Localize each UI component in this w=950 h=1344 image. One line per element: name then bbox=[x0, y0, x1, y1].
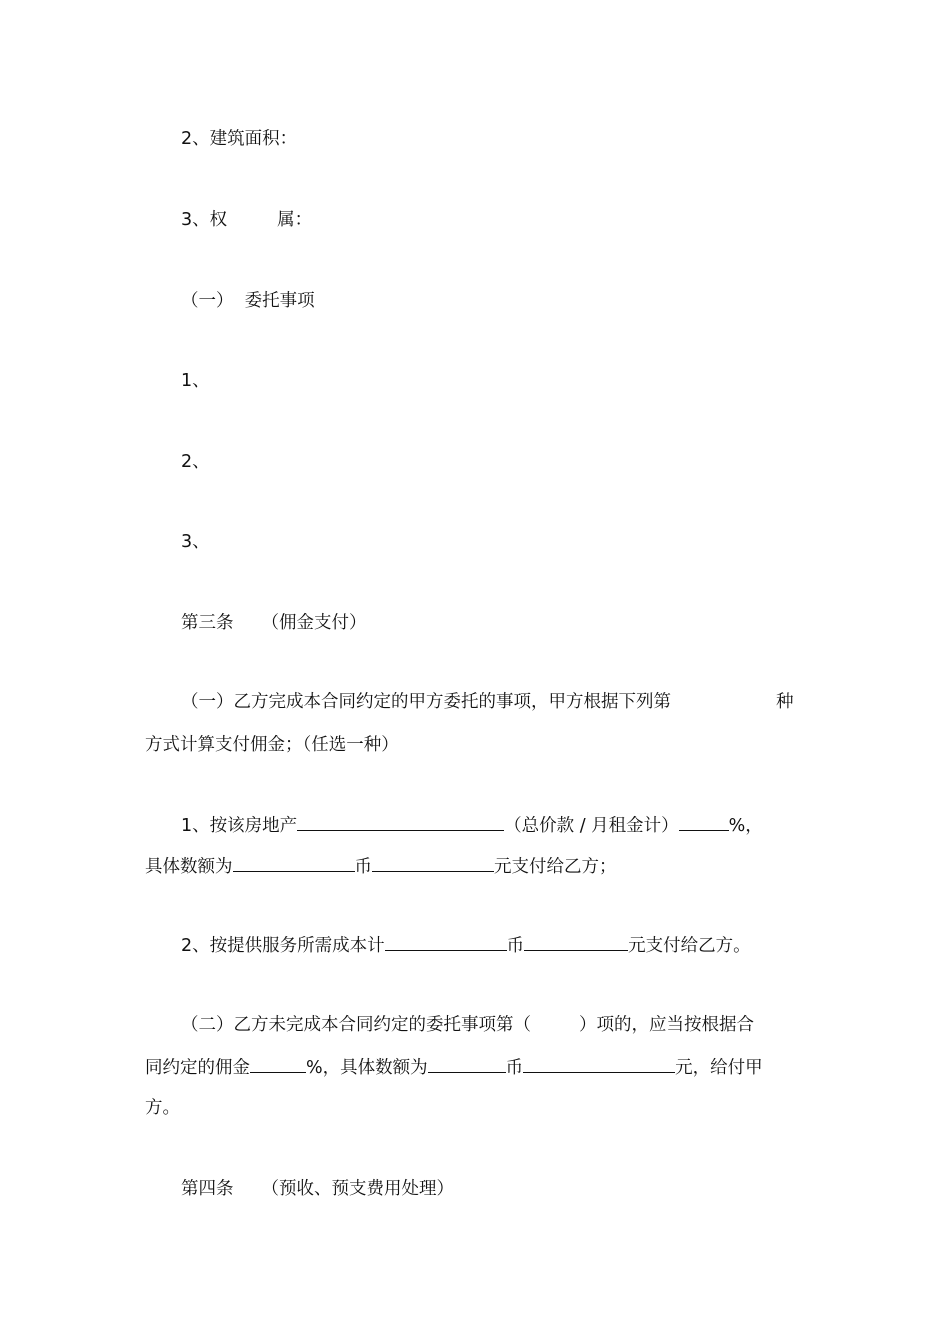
opt1-blank-percent[interactable] bbox=[679, 812, 729, 831]
entrust-item-1: 1、 bbox=[181, 371, 210, 391]
opt1-a: 1、按该房地产 bbox=[181, 816, 298, 836]
article3-heading bbox=[181, 611, 367, 635]
opt2-b: 币 bbox=[506, 936, 525, 956]
p2-blank-percent[interactable] bbox=[250, 1054, 306, 1073]
opt2-c: 元支付给乙方。 bbox=[628, 936, 751, 956]
option2-line bbox=[181, 932, 751, 958]
opt2-blank-currency[interactable] bbox=[385, 932, 507, 951]
article3-p2-line1 bbox=[181, 1013, 754, 1037]
p1-text-b: 种 bbox=[776, 692, 794, 712]
opt1-b: （总价款 / 月租金计） bbox=[504, 816, 679, 836]
p2-blank-amount[interactable] bbox=[523, 1054, 675, 1073]
article4-subtitle: （预收、预支费用处理） bbox=[261, 1179, 454, 1199]
entrust-item-2: 2、 bbox=[181, 452, 210, 472]
opt1-blank-base[interactable] bbox=[297, 812, 504, 831]
p2-d: %，具体数额为 bbox=[306, 1058, 428, 1078]
p2-b: ）项的，应当按根据合 bbox=[579, 1015, 754, 1035]
article3-title: 第三条 bbox=[181, 613, 234, 633]
article4-title: 第四条 bbox=[181, 1179, 234, 1199]
area-label: 2、建筑面积： bbox=[181, 129, 298, 149]
article4-heading bbox=[181, 1177, 454, 1201]
opt1-f: 元支付给乙方； bbox=[494, 857, 617, 877]
p1-text-a: （一）乙方完成本合同约定的甲方委托的事项，甲方根据下列第 bbox=[181, 692, 671, 712]
opt2-blank-amount[interactable] bbox=[524, 932, 628, 951]
p2-c: 同约定的佣金 bbox=[145, 1058, 250, 1078]
p2-blank-currency[interactable] bbox=[428, 1054, 506, 1073]
ownership-suffix: 属： bbox=[277, 210, 313, 230]
article3-p2-line3: 方。 bbox=[145, 1098, 180, 1118]
article3-p2-line2 bbox=[145, 1054, 763, 1080]
opt1-d: 具体数额为 bbox=[145, 857, 233, 877]
p2-f: 元，给付甲 bbox=[675, 1058, 763, 1078]
ownership-prefix: 3、权 bbox=[181, 210, 228, 230]
option1-line2 bbox=[145, 853, 617, 879]
entrust-heading: （一） 委托事项 bbox=[181, 291, 315, 311]
opt2-a: 2、按提供服务所需成本计 bbox=[181, 936, 385, 956]
entrust-item-3: 3、 bbox=[181, 532, 210, 552]
p2-a: （二）乙方未完成本合同约定的委托事项第（ bbox=[181, 1015, 531, 1035]
p2-e: 币 bbox=[505, 1058, 524, 1078]
opt1-blank-currency[interactable] bbox=[233, 853, 355, 872]
article3-subtitle: （佣金支付） bbox=[261, 613, 367, 633]
article3-p1-line2: 方式计算支付佣金；（任选一种） bbox=[145, 735, 399, 755]
opt1-e: 币 bbox=[354, 857, 372, 877]
article3-p1-line1 bbox=[181, 690, 671, 714]
option1-line1 bbox=[181, 812, 763, 838]
ownership-label bbox=[181, 208, 312, 232]
opt1-blank-amount[interactable] bbox=[372, 853, 494, 872]
opt1-c: %， bbox=[728, 816, 763, 836]
